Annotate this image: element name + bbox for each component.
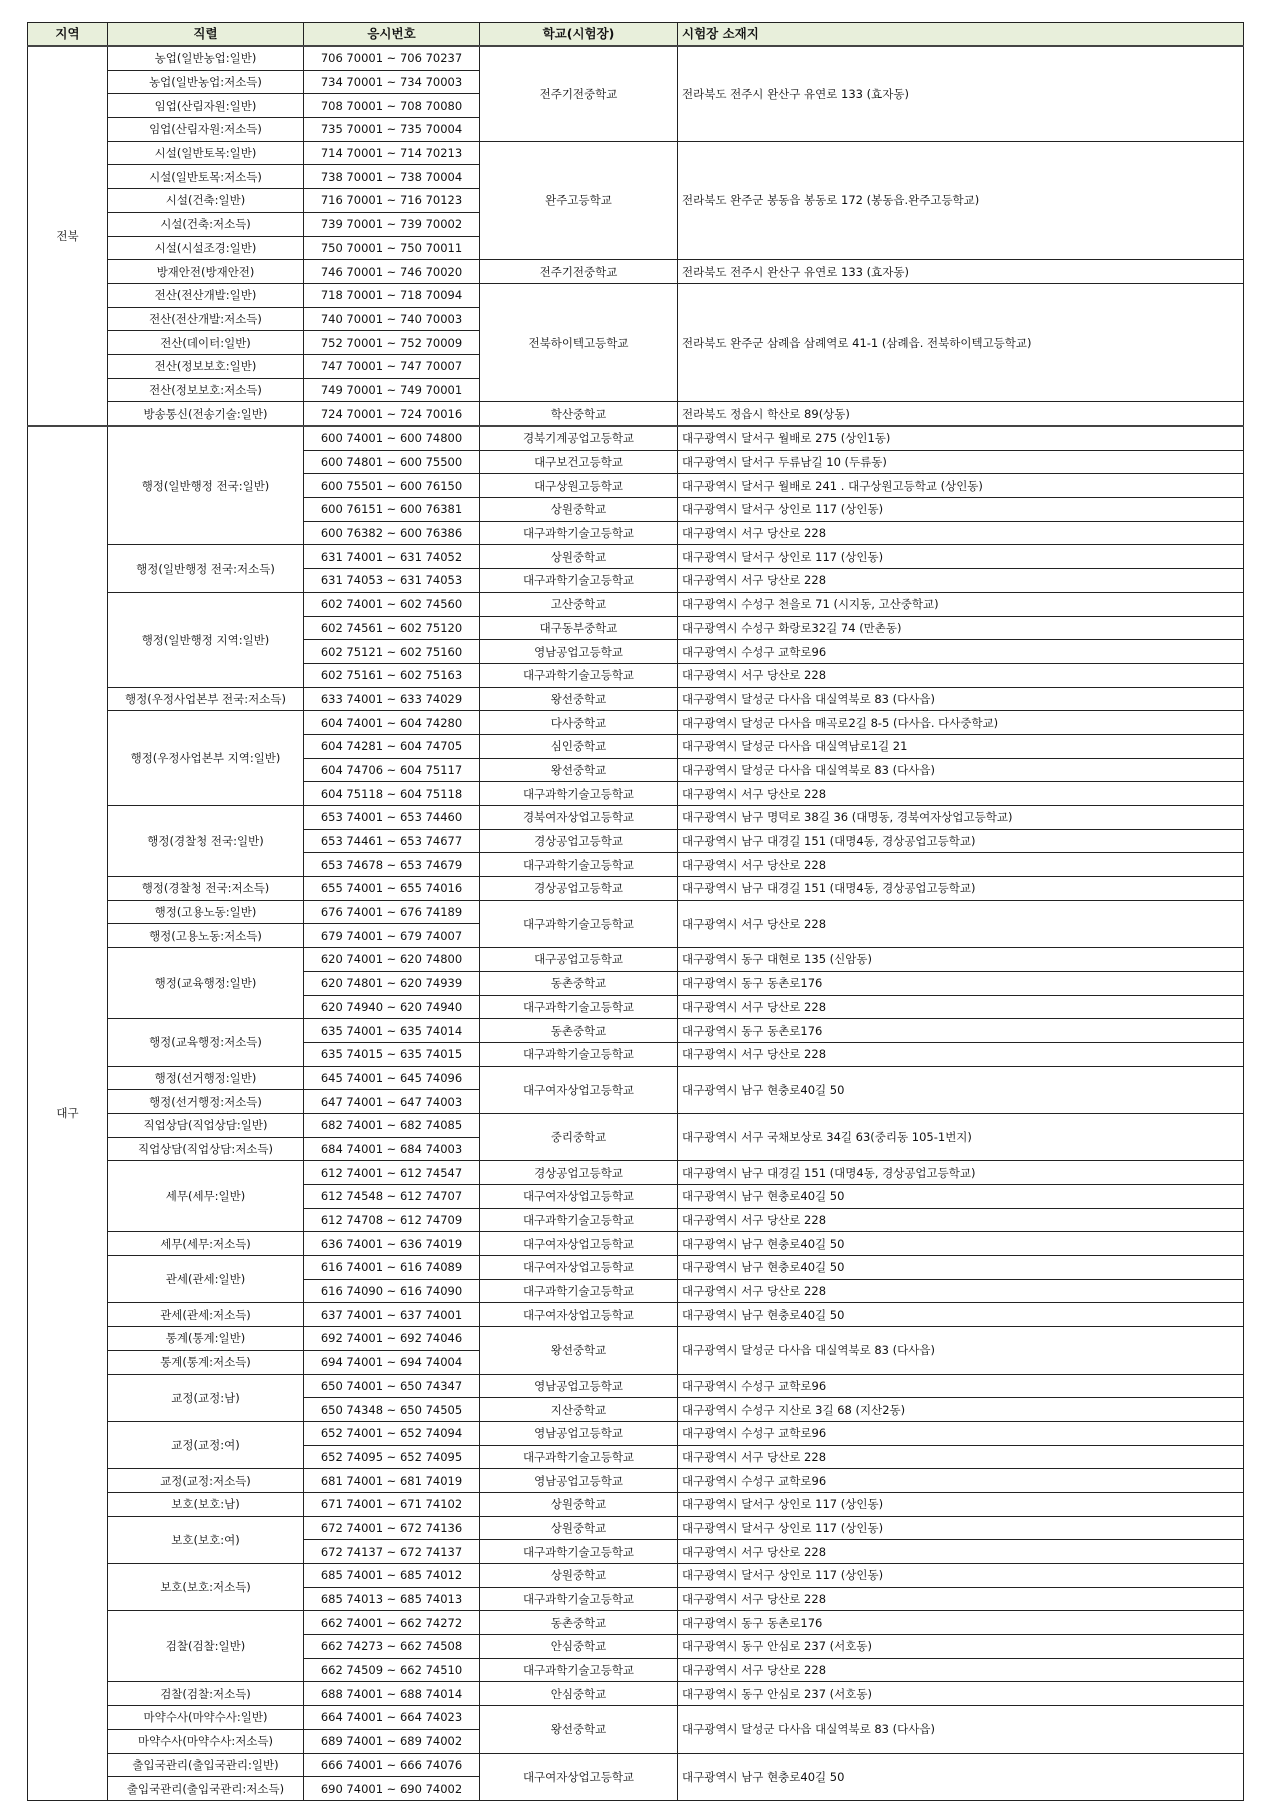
school-cell: 대구과학기술고등학교 [480, 995, 678, 1019]
table-row [28, 900, 1244, 924]
address-cell: 대구광역시 서구 국채보상로 34길 63(중리동 105-1번지) [678, 1113, 1244, 1160]
series-cell: 행정(선거행정:일반) [108, 1066, 304, 1090]
table-row [28, 1374, 1244, 1398]
series-cell: 시설(일반토목:저소득) [108, 165, 304, 189]
school-cell: 상원중학교 [480, 498, 678, 522]
exam-number-range: 631 74053 ~ 631 74053 [304, 569, 480, 593]
exam-number-range: 604 74706 ~ 604 75117 [304, 758, 480, 782]
exam-number-range: 633 74001 ~ 633 74029 [304, 687, 480, 711]
school-cell: 대구상원고등학교 [480, 474, 678, 498]
school-cell: 경상공업고등학교 [480, 877, 678, 901]
series-cell: 시설(건축:저소득) [108, 212, 304, 236]
school-cell: 경상공업고등학교 [480, 1161, 678, 1185]
series-cell: 전산(전산개발:저소득) [108, 307, 304, 331]
school-cell: 영남공업고등학교 [480, 1421, 678, 1445]
address-cell: 대구광역시 남구 대경길 151 (대명4동, 경상공업고등학교) [678, 1161, 1244, 1185]
address-cell: 대구광역시 서구 당산로 228 [678, 853, 1244, 877]
series-cell: 행정(선거행정:저소득) [108, 1090, 304, 1114]
address-cell: 대구광역시 수성구 천을로 71 (시지동, 고산중학교) [678, 592, 1244, 616]
address-cell: 대구광역시 동구 대현로 135 (신암동) [678, 948, 1244, 972]
series-cell: 직업상담(직업상담:저소득) [108, 1137, 304, 1161]
series-cell: 보호(보호:여) [108, 1516, 304, 1563]
address-cell: 대구광역시 달서구 상인로 117 (상인동) [678, 1516, 1244, 1540]
address-cell: 대구광역시 서구 당산로 228 [678, 1042, 1244, 1066]
school-cell: 지산중학교 [480, 1398, 678, 1422]
address-cell: 대구광역시 서구 당산로 228 [678, 1279, 1244, 1303]
series-cell: 전산(정보보호:일반) [108, 354, 304, 378]
school-cell: 전북하이텍고등학교 [480, 283, 678, 401]
series-cell: 교정(교정:여) [108, 1421, 304, 1468]
series-cell: 전산(데이터:일반) [108, 331, 304, 355]
address-cell: 전라북도 전주시 완산구 유연로 133 (효자동) [678, 46, 1244, 141]
school-cell: 대구여자상업고등학교 [480, 1256, 678, 1280]
exam-number-range: 690 74001 ~ 690 74002 [304, 1777, 480, 1801]
address-cell: 대구광역시 달서구 상인로 117 (상인동) [678, 498, 1244, 522]
school-cell: 완주고등학교 [480, 141, 678, 259]
series-cell: 직업상담(직업상담:일반) [108, 1113, 304, 1137]
table-row [28, 283, 1244, 307]
school-cell: 다사중학교 [480, 711, 678, 735]
school-cell: 고산중학교 [480, 592, 678, 616]
exam-number-range: 653 74678 ~ 653 74679 [304, 853, 480, 877]
table-row [28, 1327, 1244, 1351]
region-cell: 전북 [28, 46, 108, 426]
exam-number-range: 662 74509 ~ 662 74510 [304, 1658, 480, 1682]
school-cell: 영남공업고등학교 [480, 640, 678, 664]
header-region: 지역 [28, 23, 108, 47]
series-cell: 시설(건축:일반) [108, 189, 304, 213]
series-cell: 전산(전산개발:일반) [108, 283, 304, 307]
exam-number-range: 612 74708 ~ 612 74709 [304, 1208, 480, 1232]
series-cell: 검찰(검찰:저소득) [108, 1682, 304, 1706]
table-row [28, 1564, 1244, 1588]
address-cell: 대구광역시 달성군 다사읍 대실역북로 83 (다사읍) [678, 758, 1244, 782]
series-cell: 세무(세무:저소득) [108, 1232, 304, 1256]
exam-number-range: 666 74001 ~ 666 74076 [304, 1753, 480, 1777]
exam-number-range: 612 74548 ~ 612 74707 [304, 1185, 480, 1209]
series-cell: 세무(세무:일반) [108, 1161, 304, 1232]
series-cell: 행정(우정사업본부 지역:일반) [108, 711, 304, 806]
school-cell: 대구과학기술고등학교 [480, 853, 678, 877]
table-row [28, 1232, 1244, 1256]
exam-number-range: 604 75118 ~ 604 75118 [304, 782, 480, 806]
exam-number-range: 631 74001 ~ 631 74052 [304, 545, 480, 569]
series-cell: 시설(일반토목:일반) [108, 141, 304, 165]
school-cell: 대구과학기술고등학교 [480, 569, 678, 593]
exam-number-range: 662 74001 ~ 662 74272 [304, 1611, 480, 1635]
address-cell: 대구광역시 남구 대경길 151 (대명4동, 경상공업고등학교) [678, 877, 1244, 901]
header-row [28, 23, 1244, 47]
series-cell: 시설(시설조경:일반) [108, 236, 304, 260]
school-cell: 대구과학기술고등학교 [480, 1042, 678, 1066]
exam-number-range: 738 70001 ~ 738 70004 [304, 165, 480, 189]
series-cell: 교정(교정:저소득) [108, 1469, 304, 1493]
exam-number-range: 653 74461 ~ 653 74677 [304, 829, 480, 853]
school-cell: 왕선중학교 [480, 1327, 678, 1374]
address-cell: 대구광역시 서구 당산로 228 [678, 663, 1244, 687]
address-cell: 전라북도 완주군 봉동읍 봉동로 172 (봉동읍.완주고등학교) [678, 141, 1244, 259]
exam-number-range: 752 70001 ~ 752 70009 [304, 331, 480, 355]
school-cell: 대구여자상업고등학교 [480, 1753, 678, 1800]
exam-number-range: 650 74348 ~ 650 74505 [304, 1398, 480, 1422]
series-cell: 행정(고용노동:일반) [108, 900, 304, 924]
address-cell: 대구광역시 수성구 지산로 3길 68 (지산2동) [678, 1398, 1244, 1422]
exam-number-range: 602 75121 ~ 602 75160 [304, 640, 480, 664]
address-cell: 대구광역시 달서구 월배로 275 (상인1동) [678, 426, 1244, 450]
exam-number-range: 647 74001 ~ 647 74003 [304, 1090, 480, 1114]
address-cell: 대구광역시 서구 당산로 228 [678, 900, 1244, 947]
table-row [28, 260, 1244, 284]
table-row [28, 592, 1244, 616]
series-cell: 행정(교육행정:일반) [108, 948, 304, 1019]
school-cell: 대구과학기술고등학교 [480, 900, 678, 947]
exam-number-range: 637 74001 ~ 637 74001 [304, 1303, 480, 1327]
school-cell: 상원중학교 [480, 1516, 678, 1540]
table-row [28, 1066, 1244, 1090]
address-cell: 대구광역시 남구 명덕로 38길 36 (대명동, 경북여자상업고등학교) [678, 806, 1244, 830]
table-row [28, 402, 1244, 426]
series-cell: 전산(정보보호:저소득) [108, 378, 304, 402]
exam-number-range: 749 70001 ~ 749 70001 [304, 378, 480, 402]
address-cell: 대구광역시 수성구 교학로96 [678, 1421, 1244, 1445]
table-row [28, 1469, 1244, 1493]
address-cell: 대구광역시 남구 대경길 151 (대명4동, 경상공업고등학교) [678, 829, 1244, 853]
table-row [28, 806, 1244, 830]
address-cell: 대구광역시 동구 동촌로176 [678, 1019, 1244, 1043]
school-cell: 경상공업고등학교 [480, 829, 678, 853]
table-row [28, 1492, 1244, 1516]
series-cell: 임업(산림자원:저소득) [108, 118, 304, 142]
address-cell: 대구광역시 서구 당산로 228 [678, 1587, 1244, 1611]
exam-number-range: 735 70001 ~ 735 70004 [304, 118, 480, 142]
exam-number-range: 747 70001 ~ 747 70007 [304, 354, 480, 378]
school-cell: 영남공업고등학교 [480, 1469, 678, 1493]
exam-number-range: 692 74001 ~ 692 74046 [304, 1327, 480, 1351]
series-cell: 교정(교정:남) [108, 1374, 304, 1421]
exam-number-range: 688 74001 ~ 688 74014 [304, 1682, 480, 1706]
school-cell: 동촌중학교 [480, 971, 678, 995]
table-row [28, 1161, 1244, 1185]
address-cell: 대구광역시 달서구 상인로 117 (상인동) [678, 1564, 1244, 1588]
series-cell: 관세(관세:일반) [108, 1256, 304, 1303]
school-cell: 왕선중학교 [480, 758, 678, 782]
exam-number-range: 635 74001 ~ 635 74014 [304, 1019, 480, 1043]
address-cell: 대구광역시 남구 현충로40길 50 [678, 1753, 1244, 1800]
address-cell: 대구광역시 동구 동촌로176 [678, 971, 1244, 995]
exam-number-range: 679 74001 ~ 679 74007 [304, 924, 480, 948]
address-cell: 대구광역시 달성군 다사읍 대실역북로 83 (다사읍) [678, 1327, 1244, 1374]
exam-number-range: 635 74015 ~ 635 74015 [304, 1042, 480, 1066]
series-cell: 보호(보호:남) [108, 1492, 304, 1516]
series-cell: 방재안전(방재안전) [108, 260, 304, 284]
table-row [28, 1611, 1244, 1635]
school-cell: 대구과학기술고등학교 [480, 1587, 678, 1611]
address-cell: 대구광역시 남구 현충로40길 50 [678, 1185, 1244, 1209]
exam-number-range: 652 74095 ~ 652 74095 [304, 1445, 480, 1469]
series-cell: 마약수사(마약수사:일반) [108, 1706, 304, 1730]
address-cell: 대구광역시 달성군 다사읍 대실역남로1길 21 [678, 734, 1244, 758]
exam-number-range: 685 74001 ~ 685 74012 [304, 1564, 480, 1588]
exam-number-range: 602 74561 ~ 602 75120 [304, 616, 480, 640]
table-row [28, 1256, 1244, 1280]
exam-number-range: 616 74001 ~ 616 74089 [304, 1256, 480, 1280]
series-cell: 행정(우정사업본부 전국:저소득) [108, 687, 304, 711]
exam-venue-table [27, 22, 1244, 1801]
table-row [28, 1113, 1244, 1137]
header-school: 학교(시험장) [480, 23, 678, 47]
table-row [28, 1706, 1244, 1730]
table-row [28, 711, 1244, 735]
school-cell: 경북기계공업고등학교 [480, 426, 678, 450]
school-cell: 대구여자상업고등학교 [480, 1066, 678, 1113]
address-cell: 대구광역시 달성군 다사읍 대실역북로 83 (다사읍) [678, 1706, 1244, 1753]
exam-number-range: 671 74001 ~ 671 74102 [304, 1492, 480, 1516]
school-cell: 대구과학기술고등학교 [480, 782, 678, 806]
series-cell: 임업(산림자원:일반) [108, 94, 304, 118]
exam-number-range: 716 70001 ~ 716 70123 [304, 189, 480, 213]
series-cell: 보호(보호:저소득) [108, 1564, 304, 1611]
address-cell: 대구광역시 서구 당산로 228 [678, 1658, 1244, 1682]
address-cell: 대구광역시 남구 현충로40길 50 [678, 1256, 1244, 1280]
exam-number-range: 724 70001 ~ 724 70016 [304, 402, 480, 426]
table-row [28, 687, 1244, 711]
series-cell: 검찰(검찰:일반) [108, 1611, 304, 1682]
school-cell: 학산중학교 [480, 402, 678, 426]
table-row [28, 141, 1244, 165]
school-cell: 대구여자상업고등학교 [480, 1185, 678, 1209]
address-cell: 대구광역시 수성구 교학로96 [678, 1374, 1244, 1398]
header-exam-number: 응시번호 [304, 23, 480, 47]
address-cell: 대구광역시 남구 현충로40길 50 [678, 1232, 1244, 1256]
exam-number-range: 672 74137 ~ 672 74137 [304, 1540, 480, 1564]
series-cell: 관세(관세:저소득) [108, 1303, 304, 1327]
exam-number-range: 600 76382 ~ 600 76386 [304, 521, 480, 545]
table-row [28, 877, 1244, 901]
exam-number-range: 681 74001 ~ 681 74019 [304, 1469, 480, 1493]
table-row [28, 1516, 1244, 1540]
table-row [28, 1753, 1244, 1777]
school-cell: 왕선중학교 [480, 687, 678, 711]
address-cell: 대구광역시 달성군 다사읍 대실역북로 83 (다사읍) [678, 687, 1244, 711]
series-cell: 농업(일반농업:일반) [108, 46, 304, 70]
address-cell: 대구광역시 달서구 월배로 241 . 대구상원고등학교 (상인동) [678, 474, 1244, 498]
address-cell: 대구광역시 달성군 다사읍 매곡로2길 8-5 (다사읍. 다사중학교) [678, 711, 1244, 735]
exam-number-range: 706 70001 ~ 706 70237 [304, 46, 480, 70]
exam-number-range: 718 70001 ~ 718 70094 [304, 283, 480, 307]
school-cell: 대구동부중학교 [480, 616, 678, 640]
address-cell: 전라북도 정읍시 학산로 89(상동) [678, 402, 1244, 426]
exam-number-range: 689 74001 ~ 689 74002 [304, 1729, 480, 1753]
series-cell: 행정(경찰청 전국:일반) [108, 806, 304, 877]
address-cell: 대구광역시 남구 현충로40길 50 [678, 1066, 1244, 1113]
exam-number-range: 652 74001 ~ 652 74094 [304, 1421, 480, 1445]
school-cell: 대구공업고등학교 [480, 948, 678, 972]
exam-number-range: 672 74001 ~ 672 74136 [304, 1516, 480, 1540]
exam-number-range: 645 74001 ~ 645 74096 [304, 1066, 480, 1090]
series-cell: 출입국관리(출입국관리:일반) [108, 1753, 304, 1777]
address-cell: 대구광역시 서구 당산로 228 [678, 521, 1244, 545]
school-cell: 대구보건고등학교 [480, 450, 678, 474]
school-cell: 대구과학기술고등학교 [480, 1208, 678, 1232]
exam-number-range: 600 76151 ~ 600 76381 [304, 498, 480, 522]
school-cell: 대구과학기술고등학교 [480, 1540, 678, 1564]
exam-number-range: 746 70001 ~ 746 70020 [304, 260, 480, 284]
exam-number-range: 708 70001 ~ 708 70080 [304, 94, 480, 118]
school-cell: 대구여자상업고등학교 [480, 1232, 678, 1256]
exam-number-range: 600 75501 ~ 600 76150 [304, 474, 480, 498]
series-cell: 통계(통계:저소득) [108, 1350, 304, 1374]
school-cell: 왕선중학교 [480, 1706, 678, 1753]
exam-number-range: 612 74001 ~ 612 74547 [304, 1161, 480, 1185]
exam-number-range: 620 74940 ~ 620 74940 [304, 995, 480, 1019]
school-cell: 대구여자상업고등학교 [480, 1303, 678, 1327]
series-cell: 농업(일반농업:저소득) [108, 70, 304, 94]
school-cell: 대구과학기술고등학교 [480, 663, 678, 687]
school-cell: 중리중학교 [480, 1113, 678, 1160]
exam-number-range: 636 74001 ~ 636 74019 [304, 1232, 480, 1256]
exam-number-range: 650 74001 ~ 650 74347 [304, 1374, 480, 1398]
address-cell: 대구광역시 서구 당산로 228 [678, 995, 1244, 1019]
address-cell: 대구광역시 서구 당산로 228 [678, 569, 1244, 593]
address-cell: 대구광역시 수성구 화랑로32길 74 (만촌동) [678, 616, 1244, 640]
table-row [28, 948, 1244, 972]
exam-number-range: 602 75161 ~ 602 75163 [304, 663, 480, 687]
school-cell: 안심중학교 [480, 1635, 678, 1659]
series-cell: 행정(고용노동:저소득) [108, 924, 304, 948]
series-cell: 행정(일반행정 지역:일반) [108, 592, 304, 687]
school-cell: 심인중학교 [480, 734, 678, 758]
exam-number-range: 600 74801 ~ 600 75500 [304, 450, 480, 474]
exam-number-range: 684 74001 ~ 684 74003 [304, 1137, 480, 1161]
address-cell: 대구광역시 달서구 상인로 117 (상인동) [678, 1492, 1244, 1516]
exam-number-range: 616 74090 ~ 616 74090 [304, 1279, 480, 1303]
region-cell: 대구 [28, 426, 108, 1800]
exam-number-range: 750 70001 ~ 750 70011 [304, 236, 480, 260]
table-row [28, 1682, 1244, 1706]
series-cell: 마약수사(마약수사:저소득) [108, 1729, 304, 1753]
exam-number-range: 739 70001 ~ 739 70002 [304, 212, 480, 236]
table-row [28, 545, 1244, 569]
school-cell: 영남공업고등학교 [480, 1374, 678, 1398]
series-cell: 방송통신(전송기술:일반) [108, 402, 304, 426]
table-row [28, 1303, 1244, 1327]
series-cell: 행정(일반행정 전국:저소득) [108, 545, 304, 592]
exam-number-range: 664 74001 ~ 664 74023 [304, 1706, 480, 1730]
address-cell: 대구광역시 서구 당산로 228 [678, 782, 1244, 806]
address-cell: 전라북도 완주군 삼례읍 삼례역로 41-1 (삼례읍. 전북하이텍고등학교) [678, 283, 1244, 401]
school-cell: 전주기전중학교 [480, 260, 678, 284]
exam-number-range: 602 74001 ~ 602 74560 [304, 592, 480, 616]
table-row [28, 1019, 1244, 1043]
series-cell: 행정(일반행정 전국:일반) [108, 426, 304, 545]
school-cell: 대구과학기술고등학교 [480, 1279, 678, 1303]
exam-number-range: 604 74281 ~ 604 74705 [304, 734, 480, 758]
school-cell: 동촌중학교 [480, 1019, 678, 1043]
exam-number-range: 740 70001 ~ 740 70003 [304, 307, 480, 331]
school-cell: 상원중학교 [480, 1492, 678, 1516]
series-cell: 행정(경찰청 전국:저소득) [108, 877, 304, 901]
address-cell: 대구광역시 수성구 교학로96 [678, 640, 1244, 664]
address-cell: 대구광역시 서구 당산로 228 [678, 1540, 1244, 1564]
school-cell: 경북여자상업고등학교 [480, 806, 678, 830]
school-cell: 대구과학기술고등학교 [480, 521, 678, 545]
table-row [28, 46, 1244, 70]
series-cell: 출입국관리(출입국관리:저소득) [108, 1777, 304, 1801]
school-cell: 상원중학교 [480, 1564, 678, 1588]
address-cell: 대구광역시 동구 안심로 237 (서호동) [678, 1682, 1244, 1706]
exam-number-range: 734 70001 ~ 734 70003 [304, 70, 480, 94]
table-row [28, 426, 1244, 450]
exam-number-range: 676 74001 ~ 676 74189 [304, 900, 480, 924]
exam-number-range: 714 70001 ~ 714 70213 [304, 141, 480, 165]
address-cell: 대구광역시 남구 현충로40길 50 [678, 1303, 1244, 1327]
header-series: 직렬 [108, 23, 304, 47]
exam-number-range: 682 74001 ~ 682 74085 [304, 1113, 480, 1137]
school-cell: 전주기전중학교 [480, 46, 678, 141]
series-cell: 통계(통계:일반) [108, 1327, 304, 1351]
school-cell: 상원중학교 [480, 545, 678, 569]
exam-number-range: 685 74013 ~ 685 74013 [304, 1587, 480, 1611]
exam-number-range: 653 74001 ~ 653 74460 [304, 806, 480, 830]
address-cell: 대구광역시 동구 동촌로176 [678, 1611, 1244, 1635]
exam-number-range: 662 74273 ~ 662 74508 [304, 1635, 480, 1659]
address-cell: 대구광역시 서구 당산로 228 [678, 1208, 1244, 1232]
table-body [28, 46, 1244, 1800]
exam-number-range: 604 74001 ~ 604 74280 [304, 711, 480, 735]
school-cell: 동촌중학교 [480, 1611, 678, 1635]
school-cell: 안심중학교 [480, 1682, 678, 1706]
address-cell: 대구광역시 수성구 교학로96 [678, 1469, 1244, 1493]
address-cell: 전라북도 전주시 완산구 유연로 133 (효자동) [678, 260, 1244, 284]
exam-number-range: 620 74801 ~ 620 74939 [304, 971, 480, 995]
address-cell: 대구광역시 동구 안심로 237 (서호동) [678, 1635, 1244, 1659]
address-cell: 대구광역시 달서구 두류남길 10 (두류동) [678, 450, 1244, 474]
exam-number-range: 620 74001 ~ 620 74800 [304, 948, 480, 972]
exam-number-range: 694 74001 ~ 694 74004 [304, 1350, 480, 1374]
address-cell: 대구광역시 서구 당산로 228 [678, 1445, 1244, 1469]
header-address: 시험장 소재지 [678, 23, 1244, 47]
series-cell: 행정(교육행정:저소득) [108, 1019, 304, 1066]
school-cell: 대구과학기술고등학교 [480, 1445, 678, 1469]
school-cell: 대구과학기술고등학교 [480, 1658, 678, 1682]
exam-number-range: 655 74001 ~ 655 74016 [304, 877, 480, 901]
address-cell: 대구광역시 달서구 상인로 117 (상인동) [678, 545, 1244, 569]
exam-number-range: 600 74001 ~ 600 74800 [304, 426, 480, 450]
table-row [28, 1421, 1244, 1445]
